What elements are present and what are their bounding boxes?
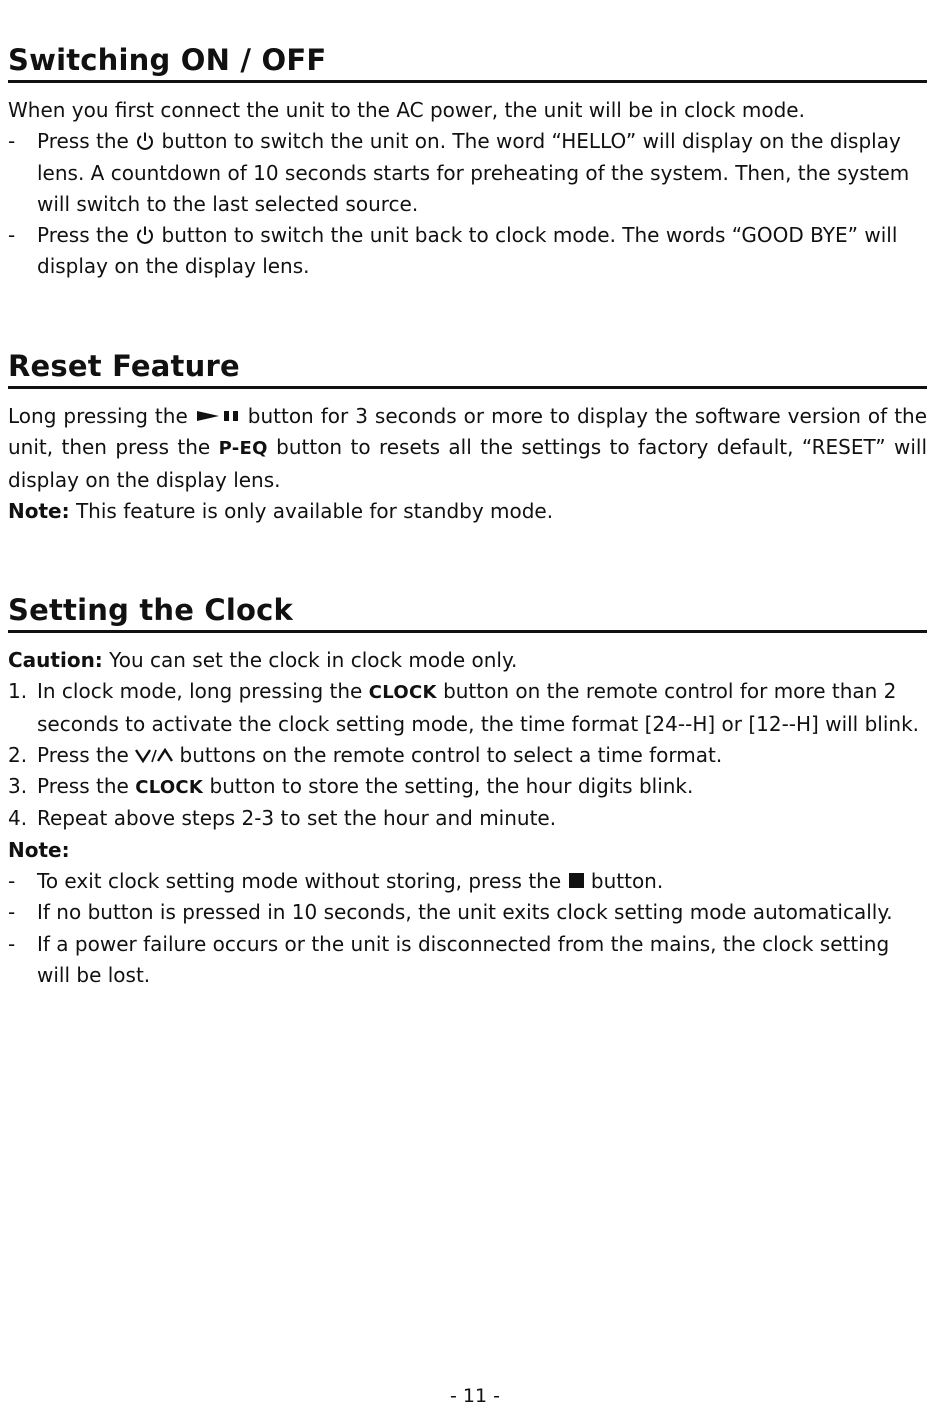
caution-label: Caution: <box>8 648 103 672</box>
list-marker: - <box>8 900 16 925</box>
clock-heading: Setting the Clock <box>8 592 927 633</box>
list-item: - If a power failure occurs or the unit is disconnected from the mains, the clock setting will be lost. <box>8 929 927 992</box>
list-item: 1. In clock mode, long pressing the CLOCK button on the remote control for more than 2 seconds to activate the clock setting mode, the time format [24--H] or [12--H] will blink. <box>8 676 927 740</box>
clock-key: CLOCK <box>368 682 437 704</box>
switching-heading: Switching ON / OFF <box>8 42 927 83</box>
play-pause-icon <box>195 409 241 423</box>
page-number: - 11 - <box>450 1385 500 1407</box>
switching-intro: When you first connect the unit to the AC power, the unit will be in clock mode. <box>8 98 805 122</box>
list-item: 2. Press the buttons on the remote control to select a time format. <box>8 740 927 771</box>
list-marker: 4. <box>8 806 28 831</box>
list-marker: 1. <box>8 679 28 704</box>
reset-heading: Reset Feature <box>8 348 927 389</box>
list-marker: 3. <box>8 774 28 799</box>
power-icon <box>135 225 155 245</box>
list-marker: - <box>8 223 16 248</box>
list-item: - Press the button to switch the unit on. The word “HELLO” will display on the display lens. A countdown of 10 seconds starts for preheating of the system. Then, the system will switch to the last selected source. <box>8 126 927 220</box>
down-up-arrows-icon <box>135 747 173 765</box>
list-item: - Press the button to switch the unit back to clock mode. The words “GOOD BYE” will display on the display lens. <box>8 220 927 283</box>
switching-section <box>8 42 927 283</box>
reset-paragraph: Long pressing the button for 3 seconds or more to display the software version of the unit, then press the P-EQ button to resets all the settings to factory default, “RESET” will display on the display lens. <box>8 404 928 492</box>
list-item: 4. Repeat above steps 2-3 to set the hour and minute. <box>8 803 927 834</box>
p-eq-key: P-EQ <box>218 438 268 460</box>
list-item: - To exit clock setting mode without storing, press the button. <box>8 866 927 897</box>
list-marker: - <box>8 129 16 154</box>
list-marker: - <box>8 931 16 956</box>
note-label: Note: <box>8 837 70 862</box>
stop-icon <box>568 872 585 889</box>
power-icon <box>135 131 155 151</box>
list-item: 3. Press the CLOCK button to store the setting, the hour digits blink. <box>8 771 927 803</box>
clock-caution: Caution: You can set the clock in clock mode only. <box>8 648 518 672</box>
clock-section <box>8 592 927 991</box>
list-marker: - <box>8 869 16 894</box>
reset-note: Note: This feature is only available for standby mode. <box>8 498 554 523</box>
list-item: - If no button is pressed in 10 seconds, the unit exits clock setting mode automatically. <box>8 897 927 928</box>
clock-key: CLOCK <box>135 777 204 799</box>
reset-section <box>8 348 927 527</box>
note-label: Note: <box>8 498 70 523</box>
list-marker: 2. <box>8 742 28 767</box>
